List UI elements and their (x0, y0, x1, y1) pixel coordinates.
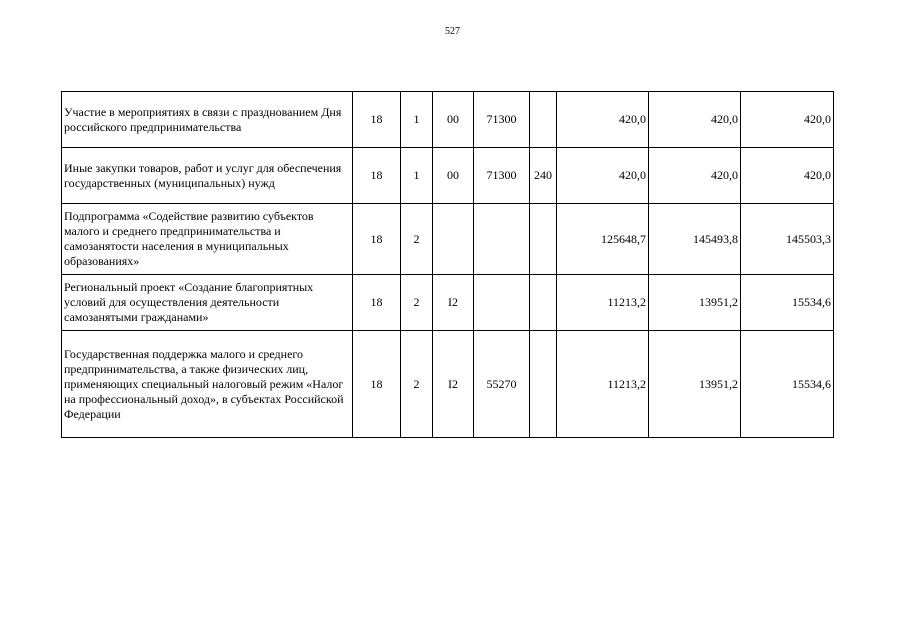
program-code-cell: 18 (353, 204, 401, 275)
amount-year2-cell: 13951,2 (649, 331, 741, 438)
expense-type-cell (530, 331, 557, 438)
direction-code-cell: 55270 (474, 331, 530, 438)
expense-type-cell (530, 204, 557, 275)
direction-code-cell (474, 204, 530, 275)
amount-year3-cell: 145503,3 (741, 204, 834, 275)
amount-year1-cell: 125648,7 (557, 204, 649, 275)
amount-year3-cell: 420,0 (741, 148, 834, 204)
subprogram-code-cell: 2 (401, 331, 433, 438)
subprogram-code-cell: 2 (401, 275, 433, 331)
page-number: 527 (445, 26, 460, 37)
row-name-cell: Подпрограмма «Содействие развитию субъектов малого и среднего предпринимательства и самозанятости населения в муниципальных образованиях» (62, 204, 353, 275)
table-row (62, 148, 834, 204)
row-name-cell: Государственная поддержка малого и среднего предпринимательства, а также физических лиц, применяющих специальный налоговый режим «Налог на профессиональный доход», в субъектах Российской Федерации (62, 331, 353, 438)
direction-code-cell (474, 275, 530, 331)
expense-type-cell (530, 275, 557, 331)
row-name-cell: Региональный проект «Создание благоприятных условий для осуществления деятельности самозанятыми гражданами» (62, 275, 353, 331)
amount-year1-cell: 420,0 (557, 92, 649, 148)
event-code-cell: I2 (433, 275, 474, 331)
expense-type-cell: 240 (530, 148, 557, 204)
amount-year2-cell: 420,0 (649, 148, 741, 204)
event-code-cell: I2 (433, 331, 474, 438)
amount-year1-cell: 11213,2 (557, 275, 649, 331)
event-code-cell (433, 204, 474, 275)
table-row (62, 331, 834, 438)
amount-year3-cell: 15534,6 (741, 275, 834, 331)
expense-type-cell (530, 92, 557, 148)
amount-year2-cell: 145493,8 (649, 204, 741, 275)
event-code-cell: 00 (433, 148, 474, 204)
program-code-cell: 18 (353, 275, 401, 331)
table-row (62, 92, 834, 148)
table-row (62, 275, 834, 331)
subprogram-code-cell: 2 (401, 204, 433, 275)
program-code-cell: 18 (353, 148, 401, 204)
amount-year1-cell: 420,0 (557, 148, 649, 204)
amount-year3-cell: 420,0 (741, 92, 834, 148)
table-row (62, 204, 834, 275)
amount-year2-cell: 420,0 (649, 92, 741, 148)
subprogram-code-cell: 1 (401, 92, 433, 148)
row-name-cell: Иные закупки товаров, работ и услуг для обеспечения государственных (муниципальных) нужд (62, 148, 353, 204)
event-code-cell: 00 (433, 92, 474, 148)
program-code-cell: 18 (353, 331, 401, 438)
budget-table (61, 91, 834, 438)
subprogram-code-cell: 1 (401, 148, 433, 204)
direction-code-cell: 71300 (474, 92, 530, 148)
amount-year3-cell: 15534,6 (741, 331, 834, 438)
amount-year2-cell: 13951,2 (649, 275, 741, 331)
program-code-cell: 18 (353, 92, 401, 148)
amount-year1-cell: 11213,2 (557, 331, 649, 438)
row-name-cell: Участие в мероприятиях в связи с празднованием Дня российского предпринимательства (62, 92, 353, 148)
direction-code-cell: 71300 (474, 148, 530, 204)
